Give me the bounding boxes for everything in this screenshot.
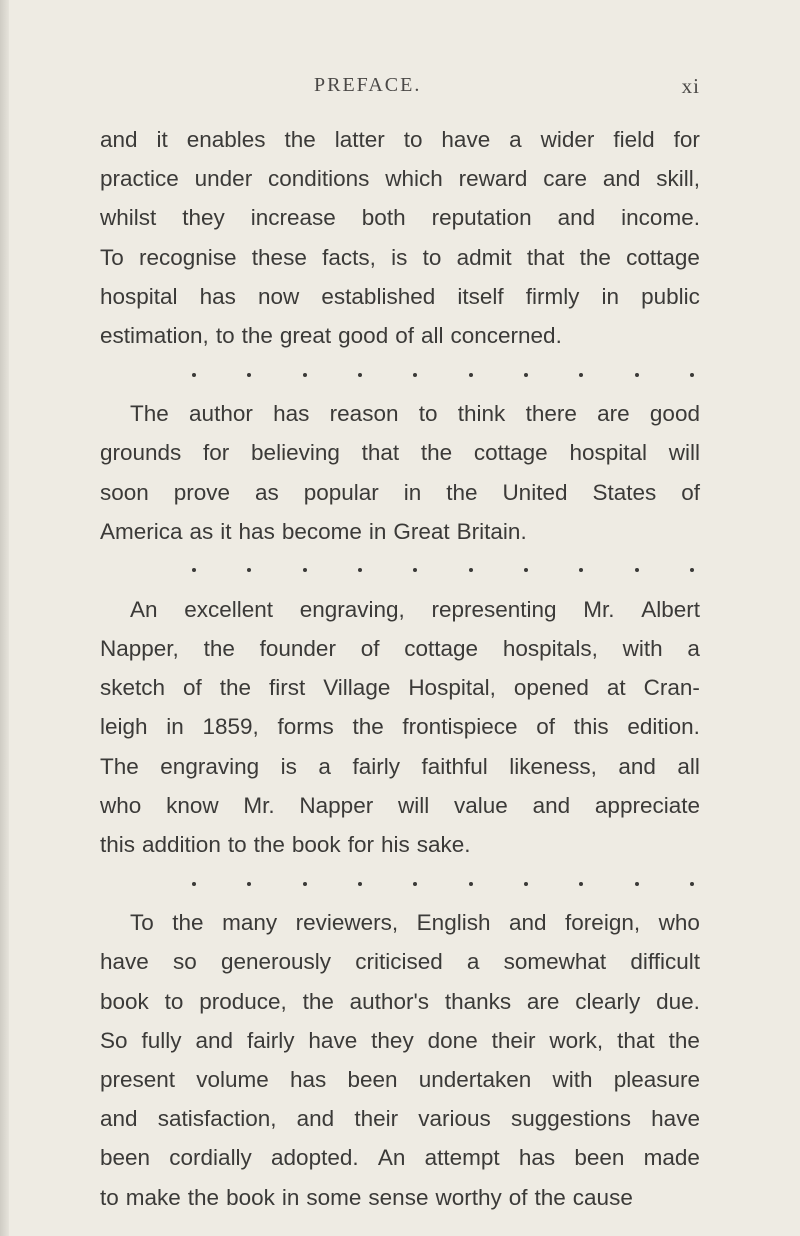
- text-line: this addition to the book for his sake.: [100, 832, 471, 857]
- separator-dot: [413, 568, 417, 572]
- separator-dot: [303, 373, 307, 377]
- separator-dot: [635, 882, 639, 886]
- section-separator-dots: [100, 551, 700, 590]
- separator-dot: [192, 373, 196, 377]
- text-line: To the many reviewers, English and foreign, who: [130, 910, 700, 936]
- separator-dot: [579, 373, 583, 377]
- separator-dot: [247, 373, 251, 377]
- separator-dot: [579, 882, 583, 886]
- separator-dot: [192, 882, 196, 886]
- separator-dot: [469, 373, 473, 377]
- text-line: America as it has become in Great Britain.: [100, 518, 527, 544]
- text-line: estimation, to the great good of all concerned.: [100, 322, 562, 348]
- text-line: So fully and fairly have they done their work, that the: [100, 1027, 700, 1053]
- separator-dot: [358, 882, 362, 886]
- separator-dot: [358, 568, 362, 572]
- separator-dot: [635, 373, 639, 377]
- page-number: xi: [681, 74, 700, 98]
- separator-dot: [635, 568, 639, 572]
- separator-dot: [247, 568, 251, 572]
- text-line: grounds for believing that the cottage hospital will: [100, 440, 700, 466]
- text-line: present volume has been undertaken with pleasure: [100, 1066, 700, 1092]
- separator-dot: [690, 882, 694, 886]
- text-line: and it enables the latter to have a wider field for: [100, 127, 700, 152]
- text-line: The engraving is a fairly faithful likeness, and all: [100, 753, 700, 779]
- text-line: To recognise these facts, is to admit that the cottage: [100, 244, 700, 270]
- page-binding-gutter: [0, 0, 9, 1236]
- text-line: sketch of the first Village Hospital, opened at Cran-: [100, 675, 700, 701]
- separator-dot: [358, 373, 362, 377]
- text-line: been cordially adopted. An attempt has been made: [100, 1145, 700, 1171]
- paragraph: [100, 120, 700, 355]
- separator-dot: [690, 568, 694, 572]
- text-line: have so generously criticised a somewhat difficult: [100, 949, 700, 975]
- text-line: leigh in 1859, forms the frontispiece of this edition.: [100, 714, 700, 740]
- separator-dot: [247, 882, 251, 886]
- running-head: [100, 74, 700, 104]
- separator-dot: [192, 568, 196, 572]
- separator-dot: [469, 568, 473, 572]
- text-line: soon prove as popular in the United States of: [100, 479, 700, 505]
- separator-dot: [524, 373, 528, 377]
- paragraph: [100, 903, 700, 1217]
- separator-dot: [690, 373, 694, 377]
- text-line: who know Mr. Napper will value and appreciate: [100, 792, 700, 818]
- separator-dot: [579, 568, 583, 572]
- separator-dot: [413, 882, 417, 886]
- separator-dot: [303, 568, 307, 572]
- text-line: practice under conditions which reward care and skill,: [100, 166, 700, 192]
- paragraph: [100, 394, 700, 551]
- text-line: The author has reason to think there are good: [130, 401, 700, 427]
- separator-dot: [303, 882, 307, 886]
- text-line: Napper, the founder of cottage hospitals, with a: [100, 636, 700, 662]
- text-line: to make the book in some sense worthy of the cause: [100, 1184, 633, 1210]
- running-head-title: PREFACE.: [314, 74, 422, 96]
- text-line: and satisfaction, and their various suggestions have: [100, 1106, 700, 1132]
- paragraph: [100, 590, 700, 864]
- body-text: [100, 120, 700, 1217]
- separator-dot: [524, 882, 528, 886]
- text-line: whilst they increase both reputation and income.: [100, 205, 700, 231]
- section-separator-dots: [100, 864, 700, 903]
- separator-dot: [469, 882, 473, 886]
- separator-dot: [413, 373, 417, 377]
- section-separator-dots: [100, 355, 700, 394]
- text-line: hospital has now established itself firmly in public: [100, 283, 700, 309]
- separator-dot: [524, 568, 528, 572]
- text-line: book to produce, the author's thanks are clearly due.: [100, 988, 700, 1014]
- text-line: An excellent engraving, representing Mr. Albert: [130, 596, 700, 622]
